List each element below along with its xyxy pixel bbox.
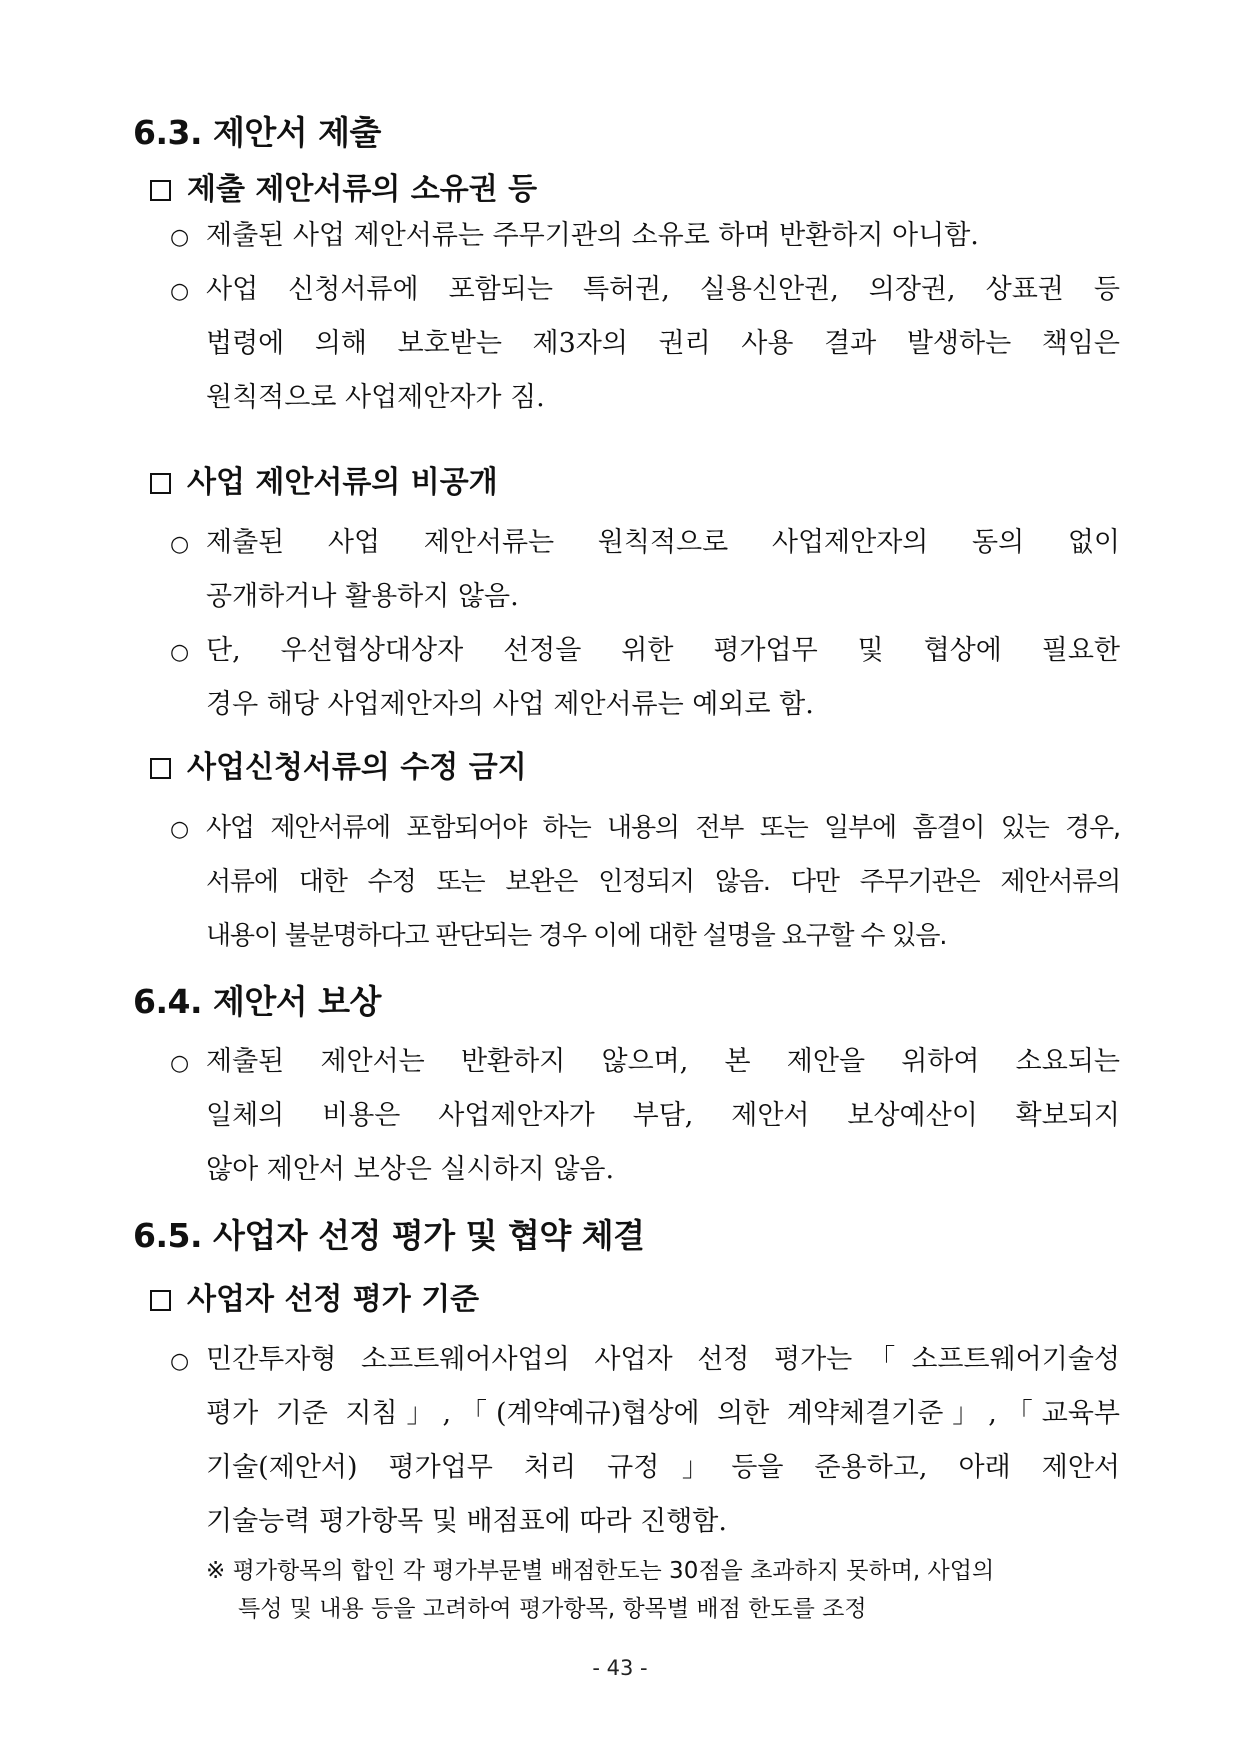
footnote: ※ 평가항목의 합인 각 평가부문별 배점한도는 30점을 초과하지 못하며, 사업의 특성 및 내용 등을 고려하여 평가항목, 항목별 배점 한도를 조정 (206, 1558, 995, 1622)
checkbox-square-icon (150, 180, 171, 201)
subheading-text: 사업신청서류의 수정 금지 (187, 750, 527, 785)
checkbox-square-icon (150, 758, 171, 779)
list-item: ○ 제출된 제안서는 반환하지 않으며, 본 제안을 위하여 소요되는 일체의 비용은 사업제안자가 부담, 제안서 보상예산이 확보되지 않아 제안서 보상은 실시하지 않음. (170, 1035, 1120, 1197)
section-heading-6-4: 6.4. 제안서 보상 (133, 982, 381, 1021)
bullet-icon: ○ (170, 1349, 190, 1374)
bullet-icon: ○ (170, 225, 190, 250)
subheading-ownership (150, 170, 537, 210)
list-item: ○ 사업 신청서류에 포함되는 특허권, 실용신안권, 의장권, 상표권 등 법령에 의해 보호받는 제3자의 권리 사용 결과 발생하는 책임은 원칙적으로 사업제안자가 짐. (170, 263, 1120, 425)
subheading-evaluation-criteria (150, 1280, 479, 1320)
subheading-no-modification (150, 748, 527, 788)
list-item: ○ 사업 제안서류에 포함되어야 하는 내용의 전부 또는 일부에 흠결이 있는 경우, 서류에 대한 수정 또는 보완은 인정되지 않음. 다만 주무기관은 제안서류의 내용이 불분명하다고 판단되는 경우 이에 대한 설명을 요구할 수 있음. (170, 801, 1120, 963)
section-heading-6-3: 6.3. 제안서 제출 (133, 113, 381, 152)
list-item: ○ 민간투자형 소프트웨어사업의 사업자 선정 평가는「소프트웨어기술성 평가 기준 지침」,「(계약예규)협상에 의한 계약체결기준」,「교육부 기술(제안서) 평가업무 처리 규정」등을 준용하고, 아래 제안서 기술능력 평가항목 및 배점표에 따라 진행함. (170, 1333, 1120, 1549)
subheading-text: 사업 제안서류의 비공개 (187, 465, 498, 500)
subheading-text: 사업자 선정 평가 기준 (187, 1282, 480, 1317)
list-item: ○ 제출된 사업 제안서류는 원칙적으로 사업제안자의 동의 없이 공개하거나 활용하지 않음. (170, 516, 1120, 624)
list-item: ○ 제출된 사업 제안서류는 주무기관의 소유로 하며 반환하지 아니함. (170, 209, 1120, 263)
bullet-icon: ○ (170, 640, 190, 665)
bullet-icon: ○ (170, 1051, 190, 1076)
bullet-icon: ○ (170, 532, 190, 557)
checkbox-square-icon (150, 473, 171, 494)
bullet-icon: ○ (170, 817, 188, 842)
section-heading-6-5: 6.5. 사업자 선정 평가 및 협약 체결 (133, 1216, 645, 1255)
checkbox-square-icon (150, 1290, 171, 1311)
subheading-text: 제출 제안서류의 소유권 등 (187, 172, 538, 207)
page-number: - 43 - (592, 1656, 648, 1680)
list-item: ○ 단, 우선협상대상자 선정을 위한 평가업무 및 협상에 필요한 경우 해당 사업제안자의 사업 제안서류는 예외로 함. (170, 624, 1120, 732)
subheading-non-disclosure (150, 463, 498, 503)
bullet-icon: ○ (170, 279, 190, 304)
